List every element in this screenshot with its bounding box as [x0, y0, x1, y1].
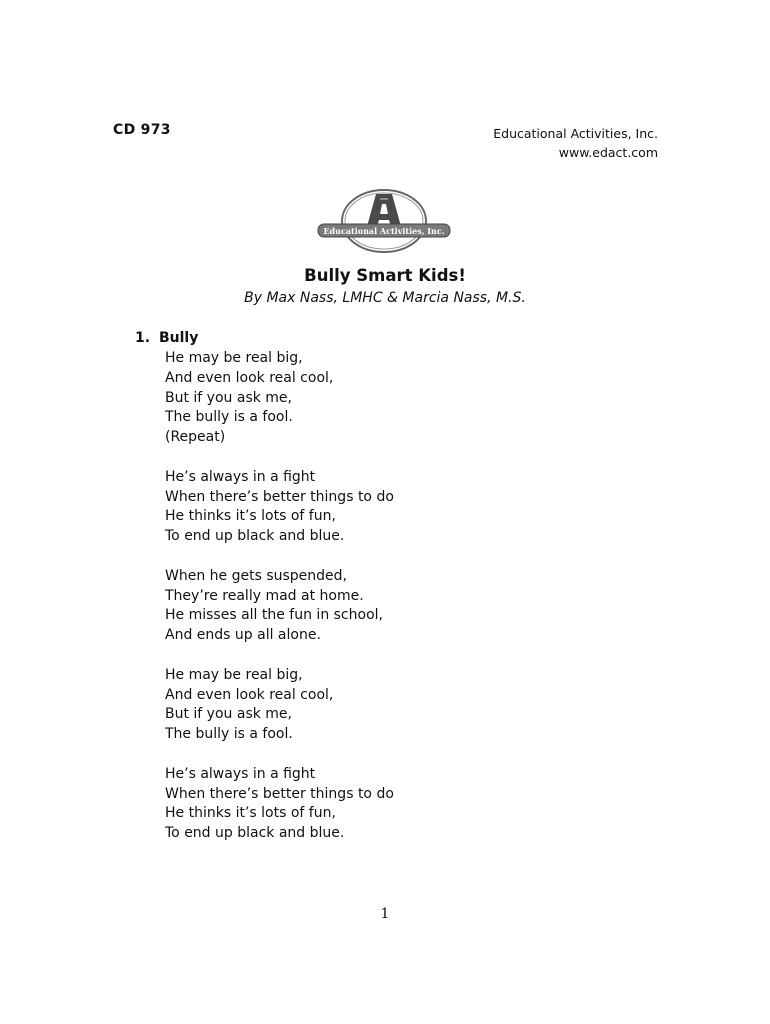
lyric-line: They’re really mad at home. — [165, 587, 364, 604]
logo-text: Educational Activities, Inc. — [323, 226, 445, 236]
lyric-line: And even look real cool, — [165, 369, 334, 386]
lyric-line: He thinks it’s lots of fun, — [165, 805, 336, 822]
lyric-line: He’s always in a fight — [165, 468, 316, 485]
song-name: Bully — [159, 330, 199, 346]
publisher-name: Educational Activities, Inc. — [493, 126, 658, 141]
lyric-line: When there’s better things to do — [165, 785, 394, 802]
lyric-line: And even look real cool, — [165, 686, 334, 703]
song-heading — [135, 330, 198, 346]
stanza — [165, 468, 394, 547]
authors-byline: By Max Nass, LMHC & Marcia Nass, M.S. — [244, 290, 526, 306]
stanza — [165, 765, 394, 844]
lyric-line: When he gets suspended, — [165, 567, 347, 584]
stanza — [165, 666, 394, 745]
lyric-line: He thinks it’s lots of fun, — [165, 508, 336, 525]
educational-activities-logo — [316, 186, 452, 256]
page-number: 1 — [380, 906, 390, 922]
stanza — [165, 567, 394, 646]
lyric-line: But if you ask me, — [165, 389, 292, 406]
lyric-line: But if you ask me, — [165, 706, 292, 723]
lyric-line: The bully is a fool. — [165, 726, 293, 743]
lyric-line: To end up black and blue. — [165, 528, 345, 545]
lyric-line: He may be real big, — [165, 350, 303, 366]
publisher-website: www.edact.com — [558, 145, 658, 160]
catalog-number: CD 973 — [113, 122, 171, 138]
lyric-line: When there’s better things to do — [165, 488, 394, 505]
lyric-line: He misses all the fun in school, — [165, 607, 383, 624]
lyric-line: The bully is a fool. — [165, 409, 293, 426]
song-lyrics — [165, 349, 394, 864]
stanza — [165, 349, 394, 448]
song-number: 1. — [135, 330, 151, 346]
lyric-line: He may be real big, — [165, 666, 303, 683]
lyric-line: And ends up all alone. — [165, 627, 321, 644]
lyric-line: He’s always in a fight — [165, 765, 316, 782]
lyric-line: To end up black and blue. — [165, 825, 345, 842]
song-collection-title: Bully Smart Kids! — [304, 266, 466, 285]
lyric-line: (Repeat) — [165, 429, 226, 446]
publisher-block — [493, 124, 658, 162]
